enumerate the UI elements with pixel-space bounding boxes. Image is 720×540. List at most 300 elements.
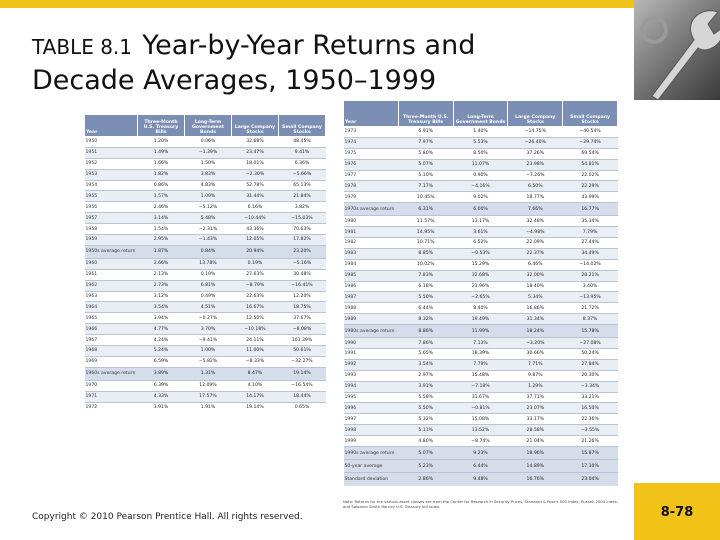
small-cell: 43.99% <box>563 192 618 203</box>
bills-cell: 3.91% <box>398 381 453 392</box>
year-cell: 1954 <box>85 180 138 191</box>
bills-cell: 4.80% <box>398 436 453 447</box>
large-cell: 16.67% <box>231 302 278 313</box>
year-cell: 1966 <box>85 324 138 335</box>
small-cell: 27.84% <box>563 359 618 370</box>
large-cell: 18.77% <box>508 192 563 203</box>
small-cell: 21.72% <box>563 303 618 314</box>
bills-cell: 6.91% <box>398 127 453 138</box>
bonds-cell: 7.13% <box>453 338 508 349</box>
year-cell: Standard deviation <box>344 473 399 486</box>
large-cell: −14.75% <box>508 127 563 138</box>
bonds-cell: −5.82% <box>185 356 232 367</box>
year-cell: 1979 <box>344 192 399 203</box>
table-row <box>344 403 618 414</box>
bonds-cell: 11.07% <box>453 159 508 170</box>
year-cell: 1967 <box>85 335 138 346</box>
table-row <box>344 159 618 170</box>
table-row <box>344 248 618 259</box>
large-cell: 37.26% <box>508 148 563 159</box>
bonds-cell: 6.81% <box>185 280 232 291</box>
small-cell: −16.41% <box>278 280 325 291</box>
bills-cell: 4.24% <box>138 335 185 346</box>
small-cell: 0.65% <box>278 402 325 413</box>
header-large: Large Company Stocks <box>508 101 563 127</box>
bills-cell: 6.18% <box>398 281 453 292</box>
small-cell: 103.39% <box>278 335 325 346</box>
year-cell: 1978 <box>344 181 399 192</box>
large-cell: −7.26% <box>508 170 563 181</box>
year-cell: 1994 <box>344 381 399 392</box>
year-cell: 1987 <box>344 292 399 303</box>
bills-cell: 10.02% <box>398 259 453 270</box>
average-row <box>85 245 326 258</box>
average-row <box>85 367 326 380</box>
small-cell: 54.81% <box>563 159 618 170</box>
small-cell: 22.36% <box>563 414 618 425</box>
year-cell: 1972 <box>85 402 138 413</box>
large-cell: 0.19% <box>231 258 278 269</box>
bonds-cell: 13.78% <box>185 258 232 269</box>
large-cell: 32.00% <box>508 270 563 281</box>
header-bills: Three-Month U.S. Treasury Bills <box>138 115 185 137</box>
returns-table-left <box>84 114 326 424</box>
bills-cell: 1.20% <box>138 137 185 148</box>
large-cell: 23.98% <box>508 159 563 170</box>
large-cell: 37.71% <box>508 392 563 403</box>
large-cell: 30.66% <box>508 349 563 360</box>
table-row <box>344 303 618 314</box>
year-cell: 1965 <box>85 313 138 324</box>
bills-cell: 8.85% <box>398 248 453 259</box>
large-cell: 16.76% <box>508 473 563 486</box>
year-cell: 1995 <box>344 392 399 403</box>
copyright-text: Copyright © 2010 Pearson Prentice Hall. All rights reserved. <box>32 512 303 522</box>
table-row <box>85 191 326 202</box>
table-row <box>85 235 326 246</box>
small-cell: −13.95% <box>563 292 618 303</box>
table-row <box>344 270 618 281</box>
large-cell: 23.07% <box>508 403 563 414</box>
bonds-cell: 15.48% <box>453 370 508 381</box>
large-cell: −2.30% <box>231 169 278 180</box>
table-body <box>85 137 326 413</box>
table-row <box>344 436 618 447</box>
table-row <box>344 127 618 138</box>
bonds-cell: 6.52% <box>453 238 508 249</box>
bills-cell: 8.32% <box>398 314 453 325</box>
bonds-cell: 19.49% <box>453 314 508 325</box>
bills-cell: 2.13% <box>138 269 185 280</box>
small-cell: 18.44% <box>278 391 325 402</box>
average-row <box>344 473 618 486</box>
large-cell: 6.16% <box>231 202 278 213</box>
bonds-cell: 9.02% <box>453 192 508 203</box>
bills-cell: 1.66% <box>138 158 185 169</box>
table-row <box>85 356 326 367</box>
bonds-cell: 23.96% <box>453 281 508 292</box>
year-cell: 1981 <box>344 227 399 238</box>
table-row <box>344 425 618 436</box>
bonds-cell: 8.40% <box>453 303 508 314</box>
large-cell: 14.17% <box>231 391 278 402</box>
bills-cell: 10.45% <box>398 192 453 203</box>
slide-title <box>32 30 592 97</box>
average-row <box>344 203 618 216</box>
table-row <box>344 381 618 392</box>
large-cell: −3.20% <box>508 338 563 349</box>
year-cell: 1969 <box>85 356 138 367</box>
year-cell: 1980 <box>344 216 399 227</box>
year-cell: 1950 <box>85 137 138 148</box>
large-cell: 31.34% <box>508 314 563 325</box>
bills-cell: 0.86% <box>138 180 185 191</box>
large-cell: 1.29% <box>508 381 563 392</box>
bills-cell: 3.12% <box>138 291 185 302</box>
small-cell: 3.40% <box>563 281 618 292</box>
table-row <box>344 392 618 403</box>
bills-cell: 1.87% <box>138 245 185 258</box>
small-cell: 9.41% <box>278 147 325 158</box>
large-cell: 18.24% <box>508 325 563 338</box>
table-row <box>344 314 618 325</box>
bills-cell: 6.39% <box>138 380 185 391</box>
page-number-box <box>634 483 720 540</box>
year-cell: 1989 <box>344 314 399 325</box>
bonds-cell: −2.31% <box>185 224 232 235</box>
bonds-cell: 13.17% <box>453 216 508 227</box>
large-cell: 18.96% <box>508 447 563 460</box>
year-cell: 1960s average return <box>85 367 138 380</box>
table-row <box>344 148 618 159</box>
year-cell: 1961 <box>85 269 138 280</box>
bonds-cell: 0.90% <box>453 170 508 181</box>
large-cell: 22.63% <box>231 291 278 302</box>
year-cell: 1951 <box>85 147 138 158</box>
table-row <box>344 137 618 148</box>
bills-cell: 5.11% <box>398 425 453 436</box>
header-large: Large Company Stocks <box>231 115 278 137</box>
table-row <box>344 281 618 292</box>
average-row <box>344 460 618 473</box>
bills-cell: 7.97% <box>398 137 453 148</box>
bills-cell: 14.95% <box>398 227 453 238</box>
small-cell: 12.20% <box>278 291 325 302</box>
year-cell: 1990s average return <box>344 447 399 460</box>
small-cell: 17.10% <box>563 460 618 473</box>
table-body <box>344 127 618 486</box>
year-cell: 1973 <box>344 127 399 138</box>
small-cell: 21.26% <box>563 436 618 447</box>
bonds-cell: 15.29% <box>453 259 508 270</box>
year-cell: 1999 <box>344 436 399 447</box>
bonds-cell: 31.67% <box>453 392 508 403</box>
returns-table-right <box>343 100 618 498</box>
table-row <box>85 380 326 391</box>
table-row <box>344 338 618 349</box>
year-cell: 1958 <box>85 224 138 235</box>
large-cell: 21.04% <box>508 436 563 447</box>
bills-cell: 2.95% <box>138 235 185 246</box>
bonds-cell: 4.83% <box>185 180 232 191</box>
bills-cell: 11.57% <box>398 216 453 227</box>
bonds-cell: 0.06% <box>185 137 232 148</box>
bills-cell: 5.10% <box>398 170 453 181</box>
table-row <box>85 147 326 158</box>
table-row <box>85 302 326 313</box>
bonds-cell: 1.40% <box>453 127 508 138</box>
table-row <box>85 313 326 324</box>
year-cell: 1991 <box>344 349 399 360</box>
header-year: Year <box>85 115 138 137</box>
bonds-cell: −1.43% <box>185 235 232 246</box>
year-cell: 1996 <box>344 403 399 414</box>
year-cell: 1960 <box>85 258 138 269</box>
table-row <box>344 181 618 192</box>
small-cell: 6.36% <box>278 158 325 169</box>
bonds-cell: 0.19% <box>185 269 232 280</box>
bonds-cell: 3.61% <box>453 227 508 238</box>
year-cell: 1975 <box>344 148 399 159</box>
table-header-row <box>85 115 326 137</box>
year-cell: 1980s average return <box>344 325 399 338</box>
bills-cell: 1.57% <box>138 191 185 202</box>
bonds-cell: 17.57% <box>185 391 232 402</box>
table-row <box>344 192 618 203</box>
bills-cell: 4.33% <box>138 391 185 402</box>
large-cell: −10.44% <box>231 213 278 224</box>
large-cell: 52.78% <box>231 180 278 191</box>
year-cell: 1963 <box>85 291 138 302</box>
bonds-cell: 15.08% <box>453 414 508 425</box>
large-cell: 9.87% <box>508 370 563 381</box>
large-cell: 5.34% <box>508 292 563 303</box>
table-row <box>85 402 326 413</box>
bonds-cell: 1.91% <box>185 402 232 413</box>
year-cell: 1977 <box>344 170 399 181</box>
small-cell: 21.84% <box>278 191 325 202</box>
bonds-cell: 1.00% <box>185 346 232 357</box>
year-cell: 1956 <box>85 202 138 213</box>
bills-cell: 5.23% <box>398 460 453 473</box>
table-row <box>85 224 326 235</box>
year-cell: 1976 <box>344 159 399 170</box>
small-cell: 7.79% <box>563 227 618 238</box>
small-cell: −15.03% <box>278 213 325 224</box>
year-cell: 1953 <box>85 169 138 180</box>
bonds-cell: −0.53% <box>453 248 508 259</box>
table-row <box>85 202 326 213</box>
bonds-cell: 1.09% <box>185 191 232 202</box>
bills-cell: 1.82% <box>138 169 185 180</box>
year-cell: 1959 <box>85 235 138 246</box>
bills-cell: 5.07% <box>398 159 453 170</box>
small-cell: 20.30% <box>563 370 618 381</box>
year-cell: 50-year average <box>344 460 399 473</box>
bills-cell: 6.31% <box>398 203 453 216</box>
small-cell: 65.13% <box>278 180 325 191</box>
bonds-cell: −9.41% <box>185 335 232 346</box>
table-row <box>85 280 326 291</box>
bills-cell: 3.54% <box>138 302 185 313</box>
year-cell: 1970 <box>85 380 138 391</box>
bills-cell: 3.91% <box>138 402 185 413</box>
bills-cell: 5.32% <box>398 414 453 425</box>
table-row <box>344 216 618 227</box>
small-cell: 28.21% <box>563 270 618 281</box>
bonds-cell: 4.51% <box>185 302 232 313</box>
table-row <box>85 346 326 357</box>
bonds-cell: 3.70% <box>185 324 232 335</box>
small-cell: −8.08% <box>278 324 325 335</box>
bills-cell: 3.89% <box>138 367 185 380</box>
large-cell: 23.47% <box>231 147 278 158</box>
bills-cell: 3.14% <box>138 213 185 224</box>
table-row <box>344 227 618 238</box>
bills-cell: 5.80% <box>398 148 453 159</box>
large-cell: 24.11% <box>231 335 278 346</box>
large-cell: 4.10% <box>231 380 278 391</box>
bonds-cell: 3.83% <box>185 169 232 180</box>
year-cell: 1962 <box>85 280 138 291</box>
small-cell: 69.54% <box>563 148 618 159</box>
table-header-row <box>344 101 618 127</box>
header-bonds: Long-Term Government Bonds <box>185 115 232 137</box>
year-cell: 1985 <box>344 270 399 281</box>
year-cell: 1971 <box>85 391 138 402</box>
small-cell: 33.21% <box>563 392 618 403</box>
bills-cell: 5.24% <box>138 346 185 357</box>
year-cell: 1982 <box>344 238 399 249</box>
bonds-cell: 5.53% <box>453 137 508 148</box>
bills-cell: 2.86% <box>398 473 453 486</box>
table-row <box>344 259 618 270</box>
small-cell: 16.77% <box>563 203 618 216</box>
small-cell: 22.02% <box>563 170 618 181</box>
small-cell: −5.66% <box>278 169 325 180</box>
small-cell: 37.67% <box>278 313 325 324</box>
bonds-cell: 5.48% <box>185 213 232 224</box>
header-small: Small Company Stocks <box>278 115 325 137</box>
year-cell: 1997 <box>344 414 399 425</box>
bills-cell: 6.44% <box>398 303 453 314</box>
table-row <box>85 258 326 269</box>
header-small: Small Company Stocks <box>563 101 618 127</box>
small-cell: −29.74% <box>563 137 618 148</box>
large-cell: 6.50% <box>508 181 563 192</box>
large-cell: 31.44% <box>231 191 278 202</box>
table-row <box>344 170 618 181</box>
table-row <box>85 213 326 224</box>
title-main: Year-by-Year Returns and <box>142 30 476 61</box>
bonds-cell: −7.18% <box>453 381 508 392</box>
large-cell: 12.50% <box>231 313 278 324</box>
year-cell: 1998 <box>344 425 399 436</box>
small-cell: 50.24% <box>563 349 618 360</box>
small-cell: 35.34% <box>563 216 618 227</box>
bonds-cell: 0.84% <box>185 245 232 258</box>
table-number: TABLE 8.1 <box>32 35 133 59</box>
large-cell: 18.40% <box>508 281 563 292</box>
bonds-cell: 9.23% <box>453 447 508 460</box>
table-row <box>85 335 326 346</box>
large-cell: 8.47% <box>231 367 278 380</box>
bills-cell: 7.17% <box>398 181 453 192</box>
bonds-cell: 9.48% <box>453 473 508 486</box>
bonds-cell: 8.50% <box>453 148 508 159</box>
small-cell: 16.50% <box>563 403 618 414</box>
large-cell: 33.17% <box>508 414 563 425</box>
year-cell: 1993 <box>344 370 399 381</box>
bills-cell: 8.86% <box>398 325 453 338</box>
table-row <box>344 414 618 425</box>
large-cell: 32.68% <box>231 137 278 148</box>
table-row <box>85 158 326 169</box>
header-bills: Three-Month U.S. Treasury Bills <box>398 101 453 127</box>
bonds-cell: 12.09% <box>185 380 232 391</box>
bonds-cell: −1.39% <box>185 147 232 158</box>
bonds-cell: 32.68% <box>453 270 508 281</box>
small-cell: −16.54% <box>278 380 325 391</box>
large-cell: −26.40% <box>508 137 563 148</box>
small-cell: 23.04% <box>563 473 618 486</box>
bills-cell: 5.65% <box>398 349 453 360</box>
bills-cell: 1.49% <box>138 147 185 158</box>
table-row <box>85 169 326 180</box>
source-note: Note: Returns for the various asset classes are from the Center for Research in Security Prices, Standard & Poor's 500 index, Russell 2000 index, and Salomon Smith Barney U.S. Treasury bill index. <box>343 499 618 509</box>
table-row <box>344 238 618 249</box>
table-row <box>344 359 618 370</box>
small-cell: 27.44% <box>563 238 618 249</box>
year-cell: 1970s average return <box>344 203 399 216</box>
small-cell: −3.34% <box>563 381 618 392</box>
bills-cell: 5.50% <box>398 403 453 414</box>
bonds-cell: −2.65% <box>453 292 508 303</box>
bonds-cell: 6.44% <box>453 460 508 473</box>
bills-cell: 6.59% <box>138 356 185 367</box>
wrench-image <box>634 0 720 100</box>
year-cell: 1950s average return <box>85 245 138 258</box>
bonds-cell: 13.52% <box>453 425 508 436</box>
large-cell: 20.94% <box>231 245 278 258</box>
bonds-cell: 11.99% <box>453 325 508 338</box>
average-row <box>344 447 618 460</box>
year-cell: 1974 <box>344 137 399 148</box>
header-bonds: Long-Term Government Bonds <box>453 101 508 127</box>
title-line-2: Decade Averages, 1950–1999 <box>32 65 437 96</box>
average-row <box>344 325 618 338</box>
accent-bar <box>0 0 634 8</box>
bonds-cell: −4.16% <box>453 181 508 192</box>
bonds-cell: 6.00% <box>453 203 508 216</box>
bonds-cell: 1.31% <box>185 367 232 380</box>
year-cell: 1986 <box>344 281 399 292</box>
large-cell: −8.79% <box>231 280 278 291</box>
small-cell: 30.48% <box>278 269 325 280</box>
large-cell: 12.05% <box>231 235 278 246</box>
table-row <box>344 370 618 381</box>
small-cell: −14.02% <box>563 259 618 270</box>
bonds-cell: −0.81% <box>453 403 508 414</box>
year-cell: 1992 <box>344 359 399 370</box>
large-cell: 32.48% <box>508 216 563 227</box>
small-cell: −32.27% <box>278 356 325 367</box>
bonds-cell: 1.50% <box>185 158 232 169</box>
large-cell: 16.86% <box>508 303 563 314</box>
table-row <box>85 324 326 335</box>
bonds-cell: −5.12% <box>185 202 232 213</box>
table-row <box>85 291 326 302</box>
